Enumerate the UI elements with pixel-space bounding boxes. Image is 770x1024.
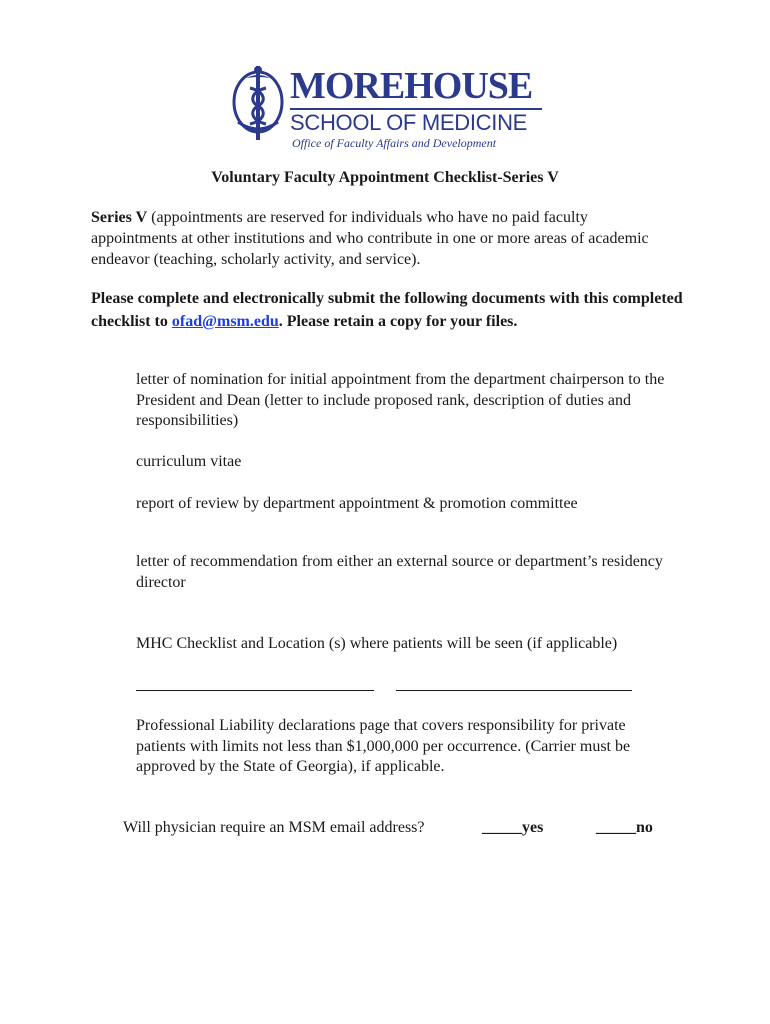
checklist-item-recommendation [118,552,678,593]
mhc-blank-lines [136,676,656,696]
checklist-item-text: curriculum vitae [136,453,242,470]
checklist-item-text: letter of nomination for initial appointment from the department chairperson to the President and Dean (letter to include proposed rank, description of duties and responsibilities) [136,371,665,429]
email-no-option[interactable]: _____no [596,819,653,836]
checklist-item-review [118,494,678,515]
intro-text: (appointments are reserved for individuals who have no paid faculty appointments at other institutions and who contribute in one or more areas of academic endeavor (teaching, scholarly activity, and service). [91,209,649,268]
instructions-part2: . Please retain a copy for your files. [278,313,518,330]
checklist-item-text: letter of recommendation from either an external source or department’s residency director [136,553,663,591]
instructions [91,287,691,333]
msm-logo [228,62,548,154]
document-title: Voluntary Faculty Appointment Checklist-Series V [211,169,559,186]
checklist-item-text: Professional Liability declarations page that covers responsibility for private patients with limits not less than $1,000,000 per occurrence. (Carrier must be approved by the State of Georgia), if applicable. [136,717,631,775]
checklist-item-mhc [118,634,678,655]
checklist-item-liability [118,716,678,778]
email-link[interactable]: ofad@msm.edu [171,313,279,330]
caduceus-icon [228,62,288,154]
instructions-part1: Please complete and electronically submit the following documents with this completed checklist to [91,290,683,330]
checklist-item-cv [118,452,678,473]
email-question [118,818,718,839]
checklist-item-text: MHC Checklist and Location (s) where patients will be seen (if applicable) [136,635,618,652]
email-question-text: Will physician require an MSM email address? [123,819,425,836]
logo-school: SCHOOL OF MEDICINE [290,110,528,135]
checklist-item-text: report of review by department appointment & promotion committee [136,495,578,512]
logo-office: Office of Faculty Affairs and Development [292,136,497,150]
intro-paragraph [91,207,661,270]
blank-line-2[interactable] [396,690,632,691]
intro-lead: Series V [91,209,148,226]
logo-name: MOREHOUSE [290,65,533,107]
email-yes-option[interactable]: _____yes [482,819,544,836]
checklist-item-nomination [118,370,678,432]
blank-line-1[interactable] [136,690,374,691]
